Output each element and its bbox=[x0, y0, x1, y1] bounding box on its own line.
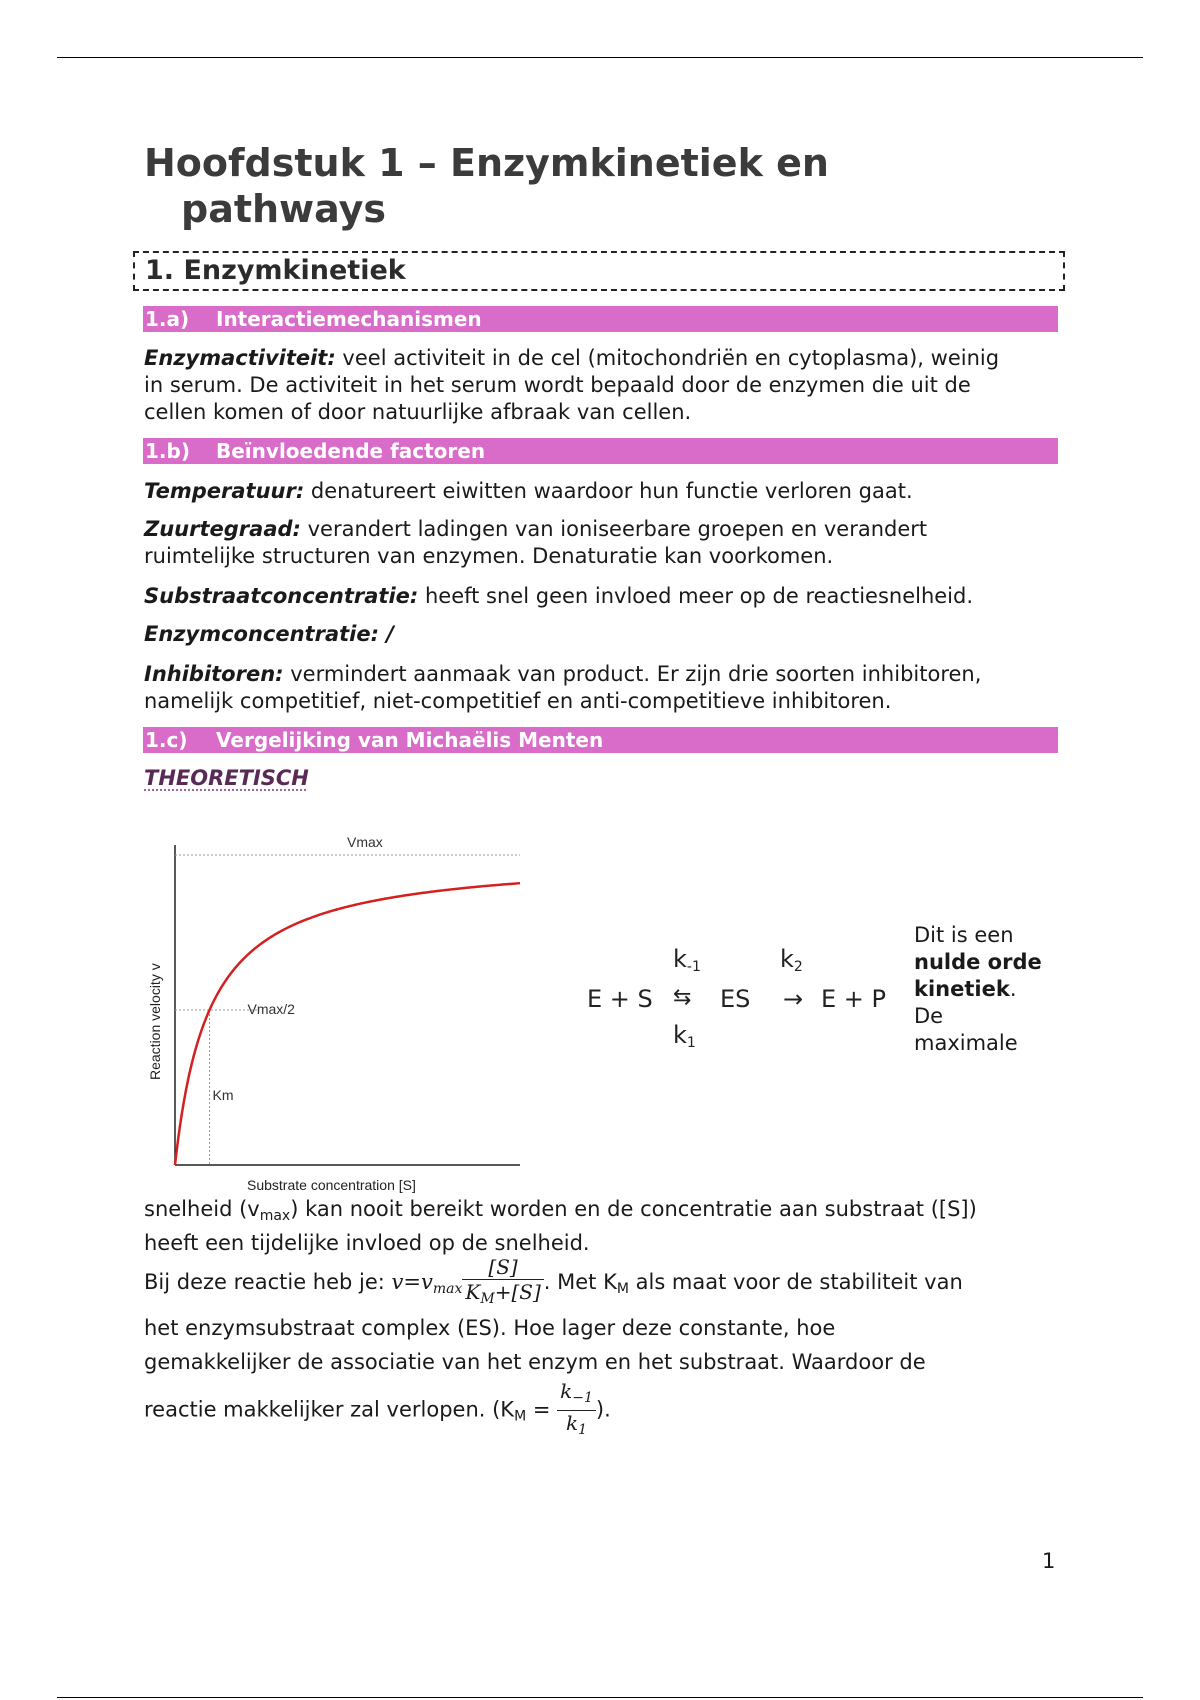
subheading-1b bbox=[143, 438, 1058, 464]
reactants: E + S bbox=[587, 985, 653, 1013]
text-line: reactie makkelijker zal verlopen. (K bbox=[144, 1397, 515, 1422]
term: Inhibitoren: bbox=[144, 662, 284, 686]
vmax-half-label: Vmax/2 bbox=[247, 1001, 295, 1017]
k-subscript: -1 bbox=[686, 959, 701, 975]
paragraph-enzymconcentratie bbox=[144, 621, 1064, 648]
subheading-label: Vergelijking van Michaëlis Menten bbox=[216, 728, 604, 752]
rate-constant-k2 bbox=[780, 945, 803, 975]
term: Enzymactiviteit: bbox=[144, 346, 336, 370]
k-subscript: 2 bbox=[793, 959, 803, 975]
text-line: vermindert aanmaak van product. Er zijn drie soorten inhibitoren, bbox=[283, 662, 982, 686]
bottom-rule bbox=[57, 1697, 1143, 1698]
paragraph-enzymactiviteit bbox=[144, 345, 1064, 426]
rate-constant-k-1 bbox=[673, 945, 701, 975]
subscript: M bbox=[514, 1408, 527, 1425]
term: Enzymconcentratie: / bbox=[144, 622, 394, 646]
subheading-label: Beïnvloedende factoren bbox=[216, 439, 486, 463]
denominator-subscript: M bbox=[480, 1291, 495, 1307]
k-subscript: 1 bbox=[686, 1035, 696, 1051]
page-number: 1 bbox=[1042, 1549, 1056, 1573]
y-axis-label: Reaction velocity v bbox=[147, 963, 163, 1080]
theoretisch-label: THEORETISCH bbox=[144, 766, 309, 790]
text-line: heeft snel geen invloed meer op de reactiesnelheid. bbox=[418, 584, 974, 608]
side-note bbox=[914, 922, 1064, 1057]
text-line: Bij deze reactie heb je: bbox=[144, 1270, 392, 1294]
fraction-numerator bbox=[557, 1379, 596, 1411]
text-line: heeft een tijdelijke invloed op de snelheid. bbox=[144, 1231, 590, 1255]
title-line-1: Hoofdstuk 1 – Enzymkinetiek en bbox=[144, 141, 829, 185]
k-symbol: k bbox=[780, 945, 794, 973]
forward-arrow-icon: → bbox=[783, 985, 804, 1013]
denominator-k: k bbox=[565, 1411, 579, 1435]
denominator-k: K bbox=[465, 1280, 481, 1304]
fraction-numerator: [S] bbox=[462, 1255, 543, 1280]
text-line: verandert ladingen van ioniseerbare groepen en verandert bbox=[300, 517, 928, 541]
paragraph-zuurtegraad bbox=[144, 516, 1064, 570]
text-line: als maat voor de stabiliteit van bbox=[628, 1270, 963, 1294]
paragraph-inhibitoren bbox=[144, 661, 1064, 715]
paragraph-reactie bbox=[144, 1255, 1064, 1442]
vmax-label: Vmax bbox=[347, 834, 383, 850]
paragraph-temperatuur bbox=[144, 478, 1064, 505]
term: Zuurtegraad: bbox=[144, 517, 301, 541]
subscript: M bbox=[616, 1281, 629, 1297]
subheading-label: Interactiemechanismen bbox=[216, 307, 482, 331]
section-title: 1. Enzymkinetiek bbox=[145, 255, 406, 286]
bold-phrase: nulde orde kinetiek bbox=[914, 950, 1042, 1001]
text-line: namelijk competitief, niet-competitief en anti-competitieve inhibitoren. bbox=[144, 689, 892, 713]
text-line: maximale bbox=[914, 1031, 1018, 1055]
paragraph-substraatconcentratie bbox=[144, 583, 1064, 610]
text-line: ). bbox=[595, 1397, 611, 1422]
x-axis-label: Substrate concentration [S] bbox=[247, 1177, 416, 1193]
michaelis-menten-chart bbox=[140, 815, 530, 1200]
k-symbol: k bbox=[673, 945, 687, 973]
enzyme-substrate-complex: ES bbox=[720, 985, 751, 1013]
text-line: Dit is een bbox=[914, 923, 1014, 947]
text-line: = bbox=[526, 1397, 558, 1422]
equilibrium-arrow-icon: ⇆ bbox=[673, 985, 692, 1010]
numerator-k: k bbox=[560, 1379, 573, 1403]
top-rule bbox=[57, 57, 1143, 58]
subheading-number: 1.a) bbox=[145, 307, 190, 331]
subheading-number: 1.b) bbox=[145, 439, 190, 463]
km-label: Km bbox=[212, 1087, 234, 1103]
text-line: gemakkelijker de associatie van het enzym en het substraat. Waardoor de bbox=[144, 1350, 926, 1374]
subheading-1a bbox=[143, 306, 1058, 332]
subheading-1c bbox=[143, 727, 1058, 753]
k-symbol: k bbox=[673, 1021, 687, 1049]
rate-constant-k1 bbox=[673, 1021, 696, 1051]
paragraph-snelheid bbox=[144, 1196, 1064, 1257]
km-fraction bbox=[557, 1379, 596, 1442]
products: E + P bbox=[821, 985, 887, 1013]
fraction-denominator bbox=[462, 1280, 543, 1311]
title-line-2: pathways bbox=[181, 187, 387, 231]
document-title bbox=[144, 140, 1058, 232]
subheading-number: 1.c) bbox=[145, 728, 188, 752]
michaelis-fraction bbox=[462, 1255, 543, 1311]
text-line: snelheid (v bbox=[144, 1197, 260, 1221]
text-line: in serum. De activiteit in het serum wordt bepaald door de enzymen die uit de bbox=[144, 373, 971, 397]
numerator-subscript: −1 bbox=[572, 1390, 593, 1406]
velocity-formula bbox=[391, 1270, 463, 1297]
text-line: veel activiteit in de cel (mitochondriën en cytoplasma), weinig bbox=[335, 346, 1000, 370]
formula-v: v=v bbox=[391, 1270, 433, 1294]
denominator-rest: +[S] bbox=[494, 1280, 541, 1304]
text-line: ruimtelijke structuren van enzymen. Denaturatie kan voorkomen. bbox=[144, 544, 834, 568]
reaction-scheme bbox=[585, 945, 905, 1055]
text-line: . bbox=[1009, 977, 1017, 1001]
term: Temperatuur: bbox=[144, 479, 305, 503]
text-line: ) kan nooit bereikt worden en de concentratie aan substraat ([S]) bbox=[290, 1197, 977, 1221]
subscript: max bbox=[259, 1208, 291, 1224]
text-line: . Met K bbox=[543, 1270, 617, 1294]
section-heading-box bbox=[133, 251, 1065, 291]
formula-subscript: max bbox=[432, 1281, 463, 1297]
term: Substraatconcentratie: bbox=[144, 584, 419, 608]
fraction-denominator bbox=[557, 1411, 596, 1442]
text-line: het enzymsubstraat complex (ES). Hoe lager deze constante, hoe bbox=[144, 1316, 836, 1340]
text-line: denatureert eiwitten waardoor hun functie verloren gaat. bbox=[304, 479, 913, 503]
velocity-curve bbox=[175, 883, 520, 1165]
text-line: cellen komen of door natuurlijke afbraak van cellen. bbox=[144, 400, 692, 424]
text-line: De bbox=[914, 1004, 944, 1028]
denominator-subscript: 1 bbox=[578, 1422, 588, 1438]
